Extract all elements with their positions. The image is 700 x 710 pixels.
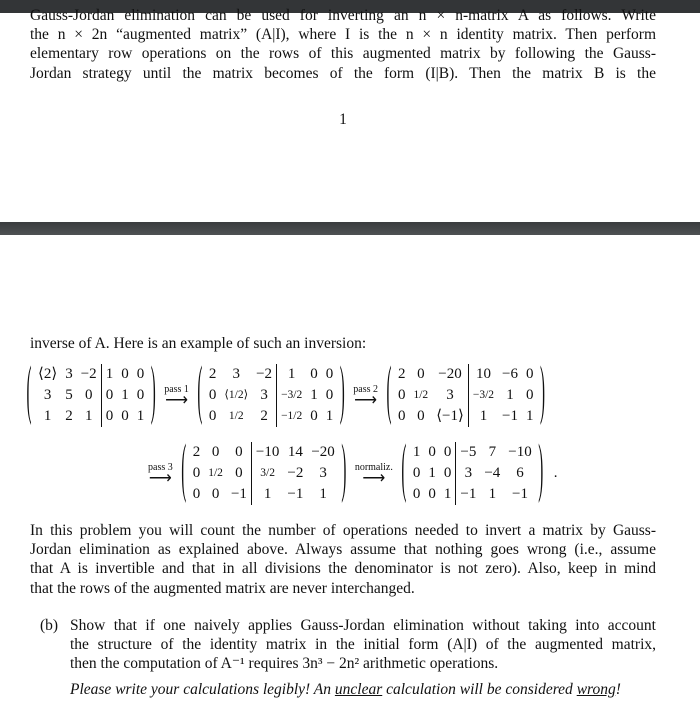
matrix	[399, 436, 546, 507]
matrix-cell: 1	[251, 484, 283, 505]
matrix-grid	[34, 364, 148, 427]
arrow-pass-2	[353, 385, 378, 407]
matrix-cell: 2	[208, 366, 217, 382]
page-separator	[0, 222, 700, 235]
matrix-cell: 1/2	[228, 410, 244, 422]
matrix-cell: 3	[260, 387, 268, 403]
matrix-cell: 3	[43, 387, 52, 403]
matrix-cell: 1	[412, 444, 421, 460]
matrix-cell: 0	[101, 385, 118, 406]
right-paren: )	[538, 436, 544, 507]
matrix-cell: 3	[65, 366, 73, 382]
left-paren: (	[197, 358, 203, 429]
arrow-label: pass 3	[148, 461, 173, 473]
matrix-cell: 1	[526, 408, 534, 424]
matrix-cell: 0	[526, 366, 534, 382]
end-period: .	[553, 465, 558, 481]
text-line: Jordan elimination as explained above. Always assume that nothing goes wrong (i.e., assume	[30, 541, 656, 559]
matrix-cell: 1	[121, 387, 129, 403]
matrix-cell: 1	[310, 387, 318, 403]
left-paren: (	[401, 436, 407, 507]
matrix-cell: 1/2	[413, 389, 429, 401]
matrix-cell: −10	[508, 444, 532, 460]
matrix	[24, 358, 158, 429]
note-text: calculation will be considered	[382, 681, 577, 698]
legibility-note	[70, 681, 621, 699]
matrix-grid	[394, 364, 538, 427]
matrix-cell: −1	[287, 486, 304, 502]
matrix-cell: 5	[65, 387, 73, 403]
matrix-cell: 1	[101, 364, 118, 385]
matrix-cell: −1	[230, 486, 247, 502]
matrix-cell: 1	[488, 486, 497, 502]
matrix-cell: −2	[287, 465, 304, 481]
matrix-cell: 0	[211, 444, 220, 460]
matrix-cell: 0	[208, 387, 217, 403]
matrix-cell: 0	[310, 366, 318, 382]
matrix-cell: 3/2	[251, 463, 283, 484]
matrix-cell: −4	[484, 465, 501, 481]
right-arrow-icon: ⟶	[165, 391, 189, 409]
matrix-cell: 1	[43, 408, 52, 424]
matrix-cell: 0	[121, 408, 129, 424]
arrow-normalize	[355, 463, 393, 485]
matrix-cell: −1	[512, 486, 529, 502]
right-arrow-icon: ⟶	[362, 469, 386, 487]
matrix-grid	[409, 442, 536, 505]
matrix-cell: 1	[319, 486, 327, 502]
matrix-cell: 0	[417, 366, 425, 382]
matrix-cell: 0	[136, 366, 145, 382]
note-underlined: unclear	[334, 681, 383, 698]
matrix-cell: 0	[443, 465, 452, 481]
matrix-cell: −20	[311, 444, 335, 460]
matrix-cell: 0	[412, 465, 421, 481]
matrix-cell: 2	[260, 408, 268, 424]
matrix-cell: 0	[310, 408, 318, 424]
matrix-cell: 0	[121, 366, 129, 382]
matrix-cell: −5	[455, 442, 480, 463]
matrix-cell: −3/2	[468, 385, 498, 406]
matrix-cell: 0	[192, 465, 201, 481]
left-paren: (	[26, 358, 32, 429]
matrix	[179, 436, 349, 507]
text-line: that A is invertible and that in all divisions the denominator is not zero). Also, keep in mind	[30, 560, 656, 578]
matrix-cell: 3	[319, 465, 327, 481]
matrix-cell: ⟨−1⟩	[436, 408, 464, 424]
matrix-cell: 1	[276, 364, 306, 385]
matrix-cell: −6	[502, 366, 519, 382]
matrix-cell: 1	[506, 387, 514, 403]
matrix-row-2	[142, 436, 558, 507]
text-line: Gauss-Jordan elimination can be used for inverting an n × n-matrix A as follows. Write	[30, 7, 656, 24]
matrix-cell: −1	[502, 408, 519, 424]
matrix-row-1	[24, 358, 548, 429]
matrix-cell: −1/2	[276, 406, 306, 427]
matrix-cell: 0	[136, 387, 145, 403]
arrow-label: normaliz.	[354, 461, 393, 473]
matrix	[195, 358, 347, 429]
matrix-cell: 0	[325, 387, 334, 403]
matrix-cell: 1/2	[208, 467, 223, 479]
matrix-cell: 14	[287, 444, 303, 460]
page1-paragraph	[30, 6, 656, 83]
matrix-cell: 2	[65, 408, 73, 424]
matrix-cell: 0	[428, 486, 436, 502]
right-paren: )	[339, 358, 345, 429]
matrix-cell: 3	[455, 463, 480, 484]
matrix-cell: −3/2	[276, 385, 306, 406]
note-text: Please write your calculations legibly! An	[70, 681, 335, 698]
matrix-cell: ⟨2⟩	[38, 366, 58, 382]
matrix-cell: 0	[428, 444, 436, 460]
matrix-cell: 0	[325, 366, 334, 382]
matrix-cell: 2	[397, 366, 406, 382]
arrow-label: pass 1	[164, 383, 189, 395]
text-line: Show that if one naively applies Gauss-Jordan elimination without taking into account	[70, 617, 656, 634]
matrix-cell: 2	[192, 444, 201, 460]
right-paren: )	[341, 436, 347, 507]
note-underlined: wrong	[576, 681, 616, 698]
right-arrow-icon: ⟶	[148, 469, 172, 487]
part-b	[40, 616, 656, 674]
left-paren: (	[181, 436, 187, 507]
matrix-grid	[205, 364, 337, 427]
text-line: Jordan strategy until the matrix becomes of the form (I|B). Then the matrix B is the	[30, 64, 656, 82]
intro-line: inverse of A. Here is an example of such an inversion:	[30, 335, 367, 352]
matrix-cell: 0	[417, 408, 425, 424]
matrix-cell: 0	[235, 465, 243, 481]
matrix-cell: 3	[446, 387, 454, 403]
matrix-cell: 1	[428, 465, 436, 481]
matrix-cell: 0	[211, 486, 220, 502]
matrix-cell: 0	[192, 486, 201, 502]
matrix-cell: 1	[136, 408, 145, 424]
matrix-cell: 0	[526, 387, 534, 403]
matrix-cell: −20	[438, 366, 462, 382]
text-line: the structure of the identity matrix in the initial form (A|I) of the augmented matrix,	[70, 636, 656, 654]
matrix-cell: 0	[101, 406, 118, 427]
right-paren: )	[540, 358, 546, 429]
matrix-cell: 3	[232, 366, 240, 382]
matrix-cell: 0	[84, 387, 93, 403]
matrix-cell: 6	[516, 465, 524, 481]
right-arrow-icon: ⟶	[354, 391, 378, 409]
left-paren: (	[386, 358, 392, 429]
matrix-cell: 0	[397, 408, 406, 424]
matrix-cell: −1	[455, 484, 480, 505]
arrow-label: pass 2	[353, 383, 378, 395]
arrow-pass-3	[148, 463, 173, 485]
matrix-cell: −10	[251, 442, 283, 463]
note-text: !	[615, 681, 621, 698]
matrix-cell: 0	[412, 486, 421, 502]
text-line: that the rows of the augmented matrix are never interchanged.	[30, 579, 415, 597]
matrix-cell: 7	[488, 444, 497, 460]
matrix-cell: 0	[397, 387, 406, 403]
matrix-cell: 1	[443, 486, 452, 502]
matrix-cell: 0	[208, 408, 217, 424]
matrix-cell: 0	[235, 444, 243, 460]
matrix-cell: 1	[84, 408, 93, 424]
matrix-cell: −2	[80, 366, 97, 382]
matrix-cell: 10	[468, 364, 498, 385]
text-line: then the computation of A⁻¹ requires 3n³ − 2n² arithmetic operations.	[70, 655, 499, 673]
right-paren: )	[150, 358, 156, 429]
text-line: elementary row operations on the rows of this augmented matrix by following the Gauss-	[30, 45, 656, 63]
problem-paragraph	[30, 521, 656, 598]
matrix-cell: −2	[256, 366, 273, 382]
page-number: 1	[339, 111, 347, 128]
text-line: In this problem you will count the number of operations needed to invert a matrix by Gauss-	[30, 522, 656, 539]
matrix-cell: 1	[468, 406, 498, 427]
part-label: (b)	[40, 617, 59, 634]
matrix-cell: 1	[325, 408, 334, 424]
text-line: the n × 2n “augmented matrix” (A|I), where I is the n × n identity matrix. Then perform	[30, 26, 656, 44]
matrix-cell: 0	[443, 444, 452, 460]
matrix-cell: ⟨1/2⟩	[224, 389, 249, 401]
matrix-grid	[189, 442, 339, 505]
